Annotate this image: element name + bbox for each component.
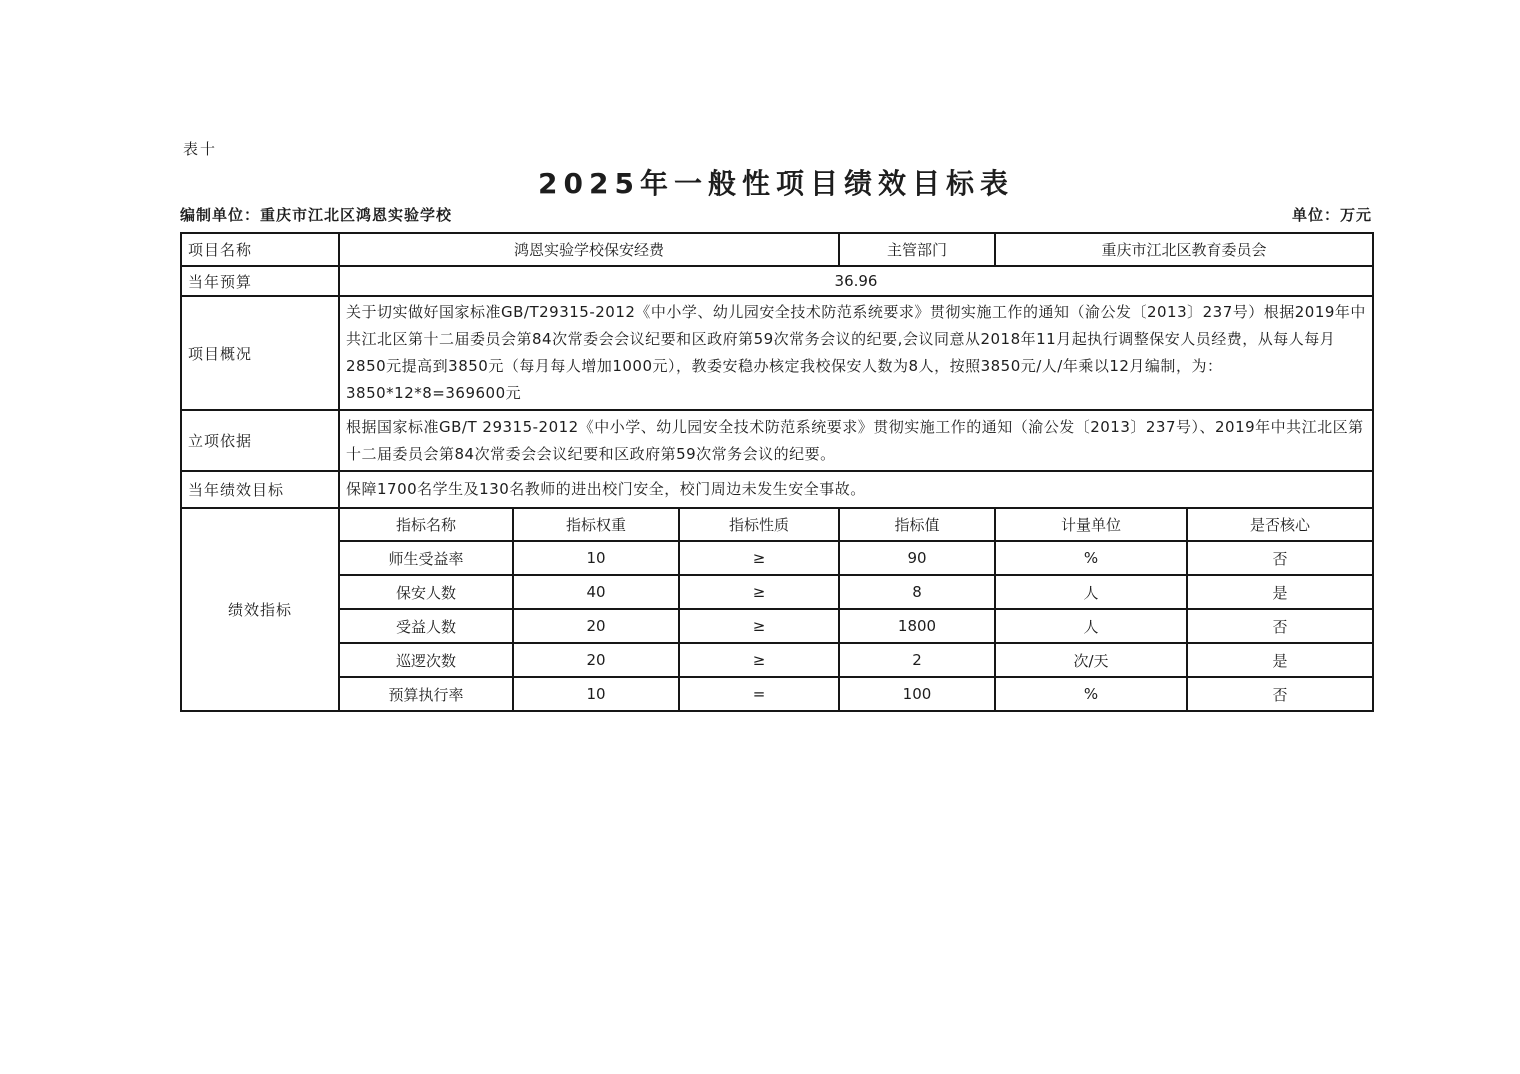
overview-value-cell: 关于切实做好国家标准GB/T29315-2012《中小学、幼儿园安全技术防范系统要求》贯彻实施工作的通知（渝公发〔2013〕237号）根据2019年中共江北区第十二届委员会第84次常委会会议纪要和区政府第59次常务会议的纪要,会议同意从2018年11月起执行调整保安人员经费，从每人每月2850元提高到3850元（每月每人增加1000元），教委安稳办核定我校保安人数为8人，按照3850元/人/年乘以12月编制，为：3850*12*8=369600元 <box>339 296 1373 410</box>
indicator-row <box>181 575 1373 609</box>
goal-value-cell: 保障1700名学生及130名教师的进出校门安全，校门周边未发生安全事故。 <box>339 471 1373 508</box>
table-row <box>181 410 1373 471</box>
indicator-name: 巡逻次数 <box>339 643 513 677</box>
basis-value-cell: 根据国家标准GB/T 29315-2012《中小学、幼儿园安全技术防范系统要求》贯彻实施工作的通知（渝公发〔2013〕237号）、2019年中共江北区第十二届委员会第84次常委会会议纪要和区政府第59次常务会议的纪要。 <box>339 410 1373 471</box>
indicator-value: 100 <box>839 677 995 711</box>
indicator-row <box>181 677 1373 711</box>
table-row <box>181 296 1373 410</box>
budget-label-cell: 当年预算 <box>181 266 339 296</box>
goal-label-cell: 当年绩效目标 <box>181 471 339 508</box>
indicator-row <box>181 541 1373 575</box>
project-name-label-cell: 项目名称 <box>181 233 339 266</box>
indicator-nature: ≥ <box>679 643 839 677</box>
indicator-nature: ≥ <box>679 575 839 609</box>
indicator-header-unit: 计量单位 <box>995 508 1187 541</box>
indicator-header-core: 是否核心 <box>1187 508 1373 541</box>
indicator-unit: 人 <box>995 609 1187 643</box>
indicator-core: 否 <box>1187 541 1373 575</box>
indicator-weight: 20 <box>513 643 679 677</box>
indicator-unit: 人 <box>995 575 1187 609</box>
indicator-unit: % <box>995 541 1187 575</box>
basis-label-cell: 立项依据 <box>181 410 339 471</box>
indicator-unit: 次/天 <box>995 643 1187 677</box>
indicator-nature: = <box>679 677 839 711</box>
indicator-name: 师生受益率 <box>339 541 513 575</box>
indicator-core: 是 <box>1187 575 1373 609</box>
indicator-name: 预算执行率 <box>339 677 513 711</box>
indicator-row <box>181 609 1373 643</box>
performance-target-table <box>180 232 1374 712</box>
indicator-core: 是 <box>1187 643 1373 677</box>
indicator-value: 90 <box>839 541 995 575</box>
project-name-value-cell: 鸿恩实验学校保安经费 <box>339 233 839 266</box>
indicator-core: 否 <box>1187 609 1373 643</box>
info-line <box>180 204 1372 225</box>
indicator-value: 2 <box>839 643 995 677</box>
table-row <box>181 266 1373 296</box>
indicator-weight: 20 <box>513 609 679 643</box>
indicator-header-weight: 指标权重 <box>513 508 679 541</box>
prepared-by-label: 编制单位：重庆市江北区鸿恩实验学校 <box>180 206 453 224</box>
indicator-name: 受益人数 <box>339 609 513 643</box>
table-row <box>181 471 1373 508</box>
indicator-header-nature: 指标性质 <box>679 508 839 541</box>
indicator-header-name: 指标名称 <box>339 508 513 541</box>
budget-value-cell: 36.96 <box>339 266 1373 296</box>
indicator-header-row <box>181 508 1373 541</box>
indicator-core: 否 <box>1187 677 1373 711</box>
overview-label-cell: 项目概况 <box>181 296 339 410</box>
indicator-value: 8 <box>839 575 995 609</box>
indicator-nature: ≥ <box>679 609 839 643</box>
table-tag: 表十 <box>183 140 218 158</box>
indicators-label-cell: 绩效指标 <box>181 508 339 711</box>
indicator-row <box>181 643 1373 677</box>
indicator-weight: 10 <box>513 677 679 711</box>
indicator-value: 1800 <box>839 609 995 643</box>
department-label-cell: 主管部门 <box>839 233 995 266</box>
indicator-name: 保安人数 <box>339 575 513 609</box>
indicator-unit: % <box>995 677 1187 711</box>
indicator-header-value: 指标值 <box>839 508 995 541</box>
page-title: 2025年一般性项目绩效目标表 <box>538 167 1014 200</box>
unit-note-label: 单位：万元 <box>1291 206 1372 224</box>
department-value-cell: 重庆市江北区教育委员会 <box>995 233 1373 266</box>
indicator-weight: 40 <box>513 575 679 609</box>
indicator-weight: 10 <box>513 541 679 575</box>
table-row <box>181 233 1373 266</box>
indicator-nature: ≥ <box>679 541 839 575</box>
